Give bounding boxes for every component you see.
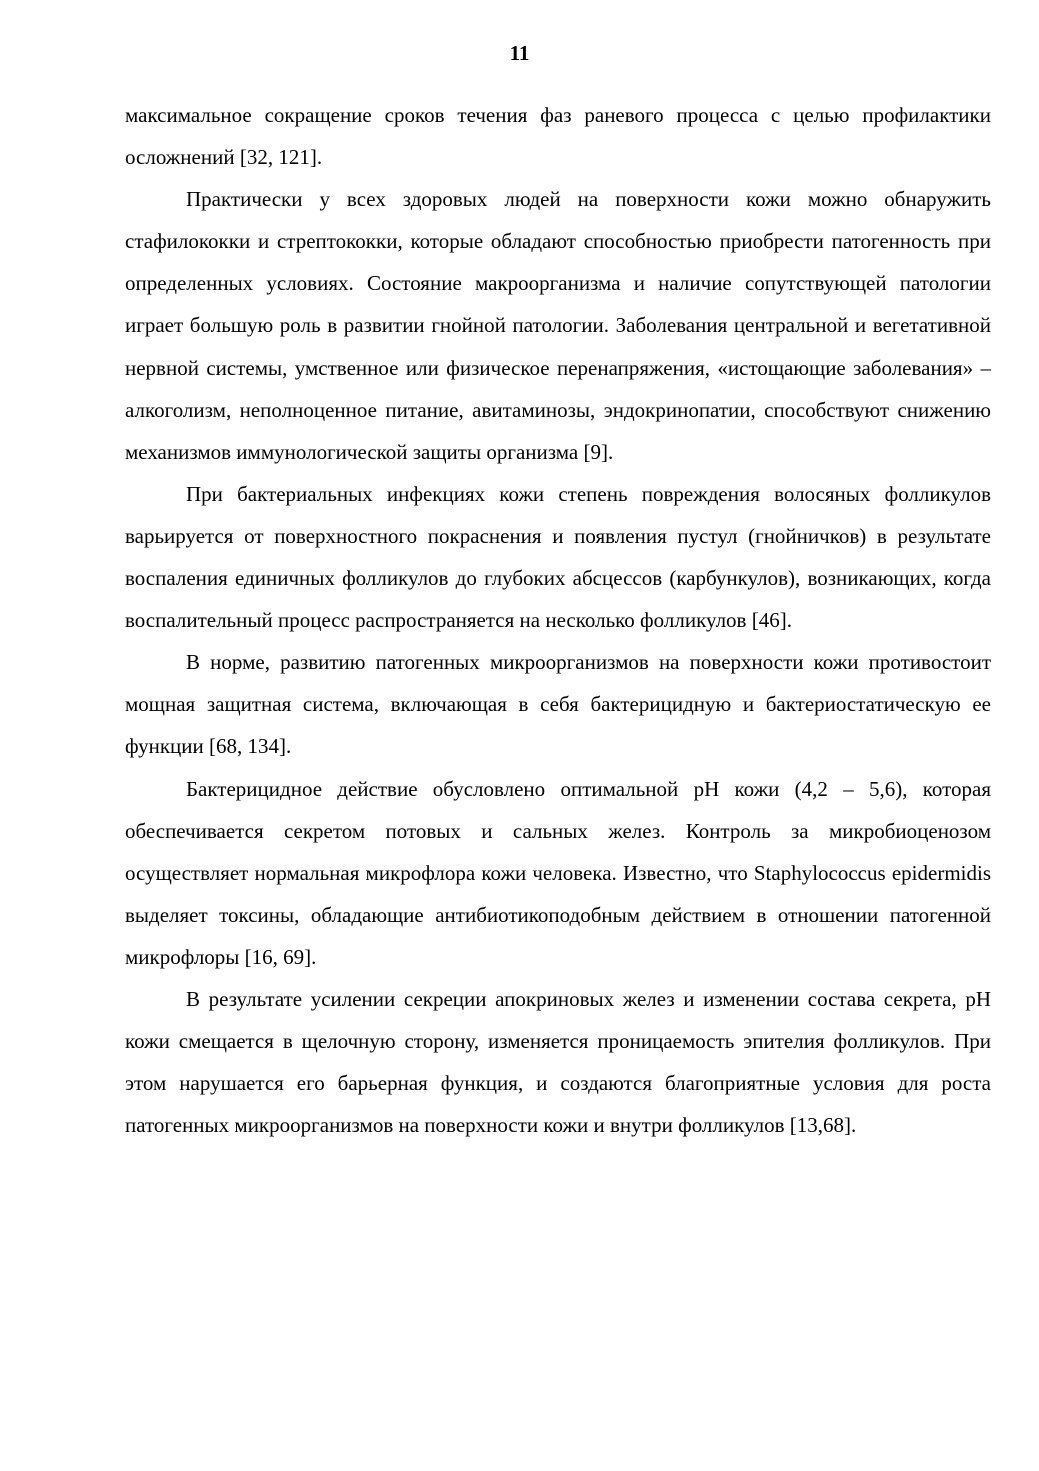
paragraph-3: При бактериальных инфекциях кожи степень повреждения волосяных фолликулов варьируется от поверхностного покраснения и появления пустул (гнойничков) в результате воспаления единичных фолликулов до глубоких абсцессов (карбункулов), возникающих, когда воспалительный процесс распространяется на несколько фолликулов [46]. bbox=[125, 481, 991, 633]
paragraph-6: В результате усилении секреции апокриновых желез и изменении состава секрета, pH кожи смещается в щелочную сторону, изменяется проницаемость эпителия фолликулов. При этом нарушается его барьерная функция, и создаются благоприятные условия для роста патогенных микроорганизмов на поверхности кожи и внутри фолликулов [13,68]. bbox=[125, 986, 991, 1138]
paragraph-4: В норме, развитию патогенных микроорганизмов на поверхности кожи противостоит мощная защитная система, включающая в себя бактерицидную и бактериостатическую ее функции [68, 134]. bbox=[125, 650, 991, 759]
paragraph-2: Практически у всех здоровых людей на поверхности кожи можно обнаружить стафилококки и стрептококки, которые обладают способностью приобрести патогенность при определенных условиях. Состояние макроорганизма и наличие сопутствующей патологии играет большую роль в развитии гнойной патологии. Заболевания центральной и вегетативной нервной системы, умственное или физическое перенапряжения, «истощающие заболевания» – алкоголизм, неполноценное питание, авитаминозы, эндокринопатии, способствуют снижению механизмов иммунологической защиты организма [9]. bbox=[125, 187, 991, 464]
body-text bbox=[125, 94, 991, 1146]
paragraph-5: Бактерицидное действие обусловлено оптимальной pH кожи (4,2 – 5,6), которая обеспечивается секретом потовых и сальных желез. Контроль за микробиоценозом осуществляет нормальная микрофлора кожи человека. Известно, что Staphylococcus epidermidis выделяет токсины, обладающие антибиотикоподобным действием в отношении патогенной микрофлоры [16, 69]. bbox=[125, 776, 991, 969]
page-number: 11 bbox=[509, 41, 530, 65]
paragraph-1: максимальное сокращение сроков течения фаз раневого процесса с целью профилактики осложнений [32, 121]. bbox=[125, 103, 991, 170]
